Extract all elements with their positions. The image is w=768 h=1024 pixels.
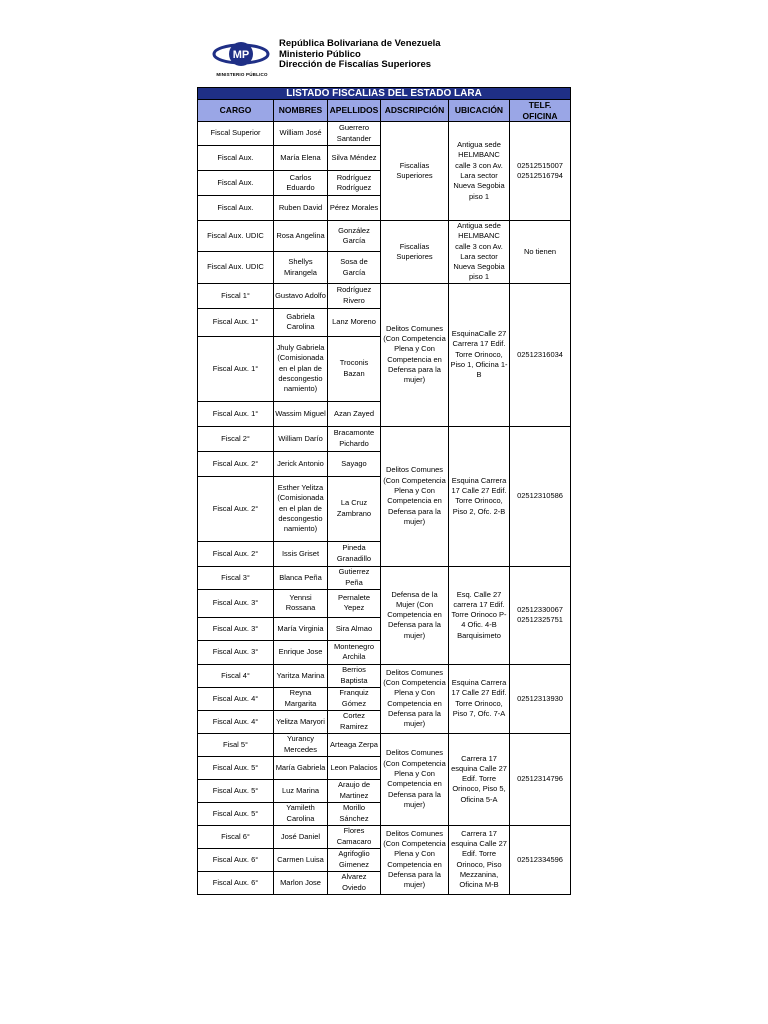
- nombres-cell: Yelitza Maryori: [274, 710, 328, 733]
- telefono-cell: 02512515007 02512516794: [510, 122, 571, 221]
- nombres-cell: Rosa Angelina: [274, 221, 328, 252]
- apellidos-cell: Berrios Baptista: [328, 664, 381, 687]
- cargo-cell: Fiscal Aux. 3°: [198, 640, 274, 664]
- apellidos-cell: Flores Camacaro: [328, 825, 381, 848]
- adscripcion-cell: Delitos Comunes (Con Competencia Plena y Con Competencia en Defensa para la mujer): [381, 825, 449, 894]
- cargo-cell: Fiscal 3°: [198, 566, 274, 589]
- adscripcion-cell: Defensa de la Mujer (Con Competencia en Defensa para la mujer): [381, 566, 449, 664]
- ubicacion-cell: Carrera 17 esquina Calle 27 Edif. Torre Orinoco, Piso Mezzanina, Oficina M-B: [449, 825, 510, 894]
- col-header-adscripcion: ADSCRIPCIÓN: [381, 100, 449, 122]
- nombres-cell: Issis Griset: [274, 541, 328, 566]
- cargo-cell: Fiscal Aux. UDIC: [198, 252, 274, 283]
- cargo-cell: Fiscal Aux. 5°: [198, 802, 274, 825]
- nombres-cell: María Elena: [274, 146, 328, 171]
- ubicacion-cell: Antigua sede HELMBANC calle 3 con Av. Lara sector Nueva Segobia piso 1: [449, 221, 510, 284]
- ubicacion-cell: Carrera 17 esquina Calle 27 Edif. Torre Orinoco, Piso 5, Oficina 5-A: [449, 733, 510, 825]
- nombres-cell: Reyna Margarita: [274, 687, 328, 710]
- nombres-cell: Enrique Jose: [274, 640, 328, 664]
- telefono-cell: 02512334596: [510, 825, 571, 894]
- cargo-cell: Fiscal Aux. 5°: [198, 779, 274, 802]
- ubicacion-cell: EsquinaCalle 27 Carrera 17 Edif. Torre Orinoco, Piso 1, Oficina 1-B: [449, 283, 510, 426]
- cargo-cell: Fiscal Aux.: [198, 171, 274, 196]
- apellidos-cell: Sira Almao: [328, 617, 381, 640]
- cargo-cell: Fiscal Aux. 3°: [198, 589, 274, 617]
- nombres-cell: María Gabriela: [274, 756, 328, 779]
- nombres-cell: Gabriela Carolina: [274, 308, 328, 336]
- nombres-cell: Esther Yelitza (Comisionada en el plan de descongestio namiento): [274, 476, 328, 541]
- nombres-cell: Shellys Mirangela: [274, 252, 328, 283]
- adscripcion-cell: Delitos Comunes (Con Competencia Plena y Con Competencia en Defensa para la mujer): [381, 283, 449, 426]
- apellidos-cell: Leon Palacios: [328, 756, 381, 779]
- cargo-cell: Fiscal Aux. 2°: [198, 451, 274, 476]
- nombres-cell: William Darío: [274, 426, 328, 451]
- adscripcion-cell: Delitos Comunes (Con Competencia Plena y Con Competencia en Defensa para la mujer): [381, 426, 449, 566]
- apellidos-cell: Franquiz Gómez: [328, 687, 381, 710]
- cargo-cell: Fiscal 2°: [198, 426, 274, 451]
- cargo-cell: Fiscal Aux. 2°: [198, 476, 274, 541]
- telefono-cell: 02512310586: [510, 426, 571, 566]
- adscripcion-cell: Delitos Comunes (Con Competencia Plena y Con Competencia en Defensa para la mujer): [381, 664, 449, 733]
- apellidos-cell: Pineda Granadillo: [328, 541, 381, 566]
- apellidos-cell: Cortez Ramirez: [328, 710, 381, 733]
- telefono-cell: 02512330067 02512325751: [510, 566, 571, 664]
- ubicacion-cell: Antigua sede HELMBANC calle 3 con Av. Lara sector Nueva Segobia piso 1: [449, 122, 510, 221]
- cargo-cell: Fiscal Aux. 1°: [198, 336, 274, 401]
- nombres-cell: Ruben David: [274, 196, 328, 221]
- table-row: [198, 426, 571, 451]
- col-header-telefono: TELF. OFICINA: [510, 100, 571, 122]
- fiscalias-table: [197, 87, 571, 895]
- ubicacion-cell: Esquina Carrera 17 Calle 27 Edif. Torre Orinoco, Piso 2, Ofc. 2-B: [449, 426, 510, 566]
- nombres-cell: Yurancy Mercedes: [274, 733, 328, 756]
- nombres-cell: José Daniel: [274, 825, 328, 848]
- cargo-cell: Fiscal Superior: [198, 122, 274, 146]
- page-header: [279, 39, 441, 71]
- table-row: [198, 283, 571, 308]
- nombres-cell: María Virginia: [274, 617, 328, 640]
- apellidos-cell: Guerrero Santander: [328, 122, 381, 146]
- cargo-cell: Fiscal 1°: [198, 283, 274, 308]
- table-title: LISTADO FISCALIAS DEL ESTADO LARA: [198, 88, 571, 100]
- header-line-2: Ministerio Público: [279, 48, 361, 60]
- apellidos-cell: Sosa de García: [328, 252, 381, 283]
- telefono-cell: No tienen: [510, 221, 571, 284]
- cargo-cell: Fiscal Aux. 5°: [198, 756, 274, 779]
- apellidos-cell: Rodríguez Rivero: [328, 283, 381, 308]
- col-header-ubicacion: UBICACIÓN: [449, 100, 510, 122]
- cargo-cell: Fiscal Aux.: [198, 196, 274, 221]
- nombres-cell: Marlon Jose: [274, 871, 328, 894]
- cargo-cell: Fiscal Aux. 3°: [198, 617, 274, 640]
- table-row: [198, 825, 571, 848]
- cargo-cell: Fiscal Aux.: [198, 146, 274, 171]
- ubicacion-cell: Esq. Calle 27 carrera 17 Edif. Torre Orinoco P-4 Ofic. 4-B Barquisimeto: [449, 566, 510, 664]
- apellidos-cell: Agrifoglio Gimenez: [328, 848, 381, 871]
- apellidos-cell: Rodríguez Rodríguez: [328, 171, 381, 196]
- apellidos-cell: Pernalete Yepez: [328, 589, 381, 617]
- table-header-row: [198, 100, 571, 122]
- apellidos-cell: Alvarez Oviedo: [328, 871, 381, 894]
- cargo-cell: Fiscal Aux. 2°: [198, 541, 274, 566]
- apellidos-cell: Silva Méndez: [328, 146, 381, 171]
- adscripcion-cell: Delitos Comunes (Con Competencia Plena y Con Competencia en Defensa para la mujer): [381, 733, 449, 825]
- apellidos-cell: Troconis Bazan: [328, 336, 381, 401]
- table-row: [198, 221, 571, 252]
- cargo-cell: Fisal 5°: [198, 733, 274, 756]
- col-header-nombres: NOMBRES: [274, 100, 328, 122]
- nombres-cell: Carmen Luisa: [274, 848, 328, 871]
- nombres-cell: William José: [274, 122, 328, 146]
- apellidos-cell: La Cruz Zambrano: [328, 476, 381, 541]
- ubicacion-cell: Esquina Carrera 17 Calle 27 Edif. Torre Orinoco, Piso 7, Ofc. 7-A: [449, 664, 510, 733]
- apellidos-cell: Araujo de Martinez: [328, 779, 381, 802]
- nombres-cell: Yennsi Rossana: [274, 589, 328, 617]
- table-row: [198, 122, 571, 146]
- apellidos-cell: Montenegro Archila: [328, 640, 381, 664]
- nombres-cell: Yaritza Marina: [274, 664, 328, 687]
- cargo-cell: Fiscal Aux. 1°: [198, 401, 274, 426]
- cargo-cell: Fiscal 6°: [198, 825, 274, 848]
- table-row: [198, 566, 571, 589]
- apellidos-cell: Arteaga Zerpa: [328, 733, 381, 756]
- apellidos-cell: Lanz Moreno: [328, 308, 381, 336]
- header-line-3: Dirección de Fiscalías Superiores: [279, 59, 432, 70]
- adscripcion-cell: Fiscalías Superiores: [381, 221, 449, 284]
- telefono-cell: 02512316034: [510, 283, 571, 426]
- cargo-cell: Fiscal Aux. UDIC: [198, 221, 274, 252]
- nombres-cell: Jhuly Gabriela (Comisionada en el plan de descongestio namiento): [274, 336, 328, 401]
- nombres-cell: Jerick Antonio: [274, 451, 328, 476]
- cargo-cell: Fiscal Aux. 6°: [198, 871, 274, 894]
- table-row: [198, 733, 571, 756]
- header-line-1: República Bolivariana de Venezuela: [279, 38, 441, 49]
- telefono-cell: 02512314796: [510, 733, 571, 825]
- cargo-cell: Fiscal 4°: [198, 664, 274, 687]
- logo-caption: MINISTERIO PÚBLICO: [216, 72, 268, 77]
- cargo-cell: Fiscal Aux. 6°: [198, 848, 274, 871]
- cargo-cell: Fiscal Aux. 4°: [198, 710, 274, 733]
- apellidos-cell: Azan Zayed: [328, 401, 381, 426]
- col-header-apellidos: APELLIDOS: [328, 100, 381, 122]
- logo-letters: MP: [232, 49, 250, 61]
- telefono-cell: 02512313930: [510, 664, 571, 733]
- table-row: [198, 664, 571, 687]
- apellidos-cell: Gutierrez Peña: [328, 566, 381, 589]
- cargo-cell: Fiscal Aux. 1°: [198, 308, 274, 336]
- apellidos-cell: Morillo Sánchez: [328, 802, 381, 825]
- cargo-cell: Fiscal Aux. 4°: [198, 687, 274, 710]
- nombres-cell: Carlos Eduardo: [274, 171, 328, 196]
- adscripcion-cell: Fiscalías Superiores: [381, 122, 449, 221]
- nombres-cell: Yamileth Carolina: [274, 802, 328, 825]
- col-header-cargo: CARGO: [198, 100, 274, 122]
- apellidos-cell: Bracamonte Pichardo: [328, 426, 381, 451]
- nombres-cell: Wassim Miguel: [274, 401, 328, 426]
- apellidos-cell: González García: [328, 221, 381, 252]
- nombres-cell: Gustavo Adolfo: [274, 283, 328, 308]
- apellidos-cell: Pérez Morales: [328, 196, 381, 221]
- apellidos-cell: Sayago: [328, 451, 381, 476]
- nombres-cell: Blanca Peña: [274, 566, 328, 589]
- nombres-cell: Luz Marina: [274, 779, 328, 802]
